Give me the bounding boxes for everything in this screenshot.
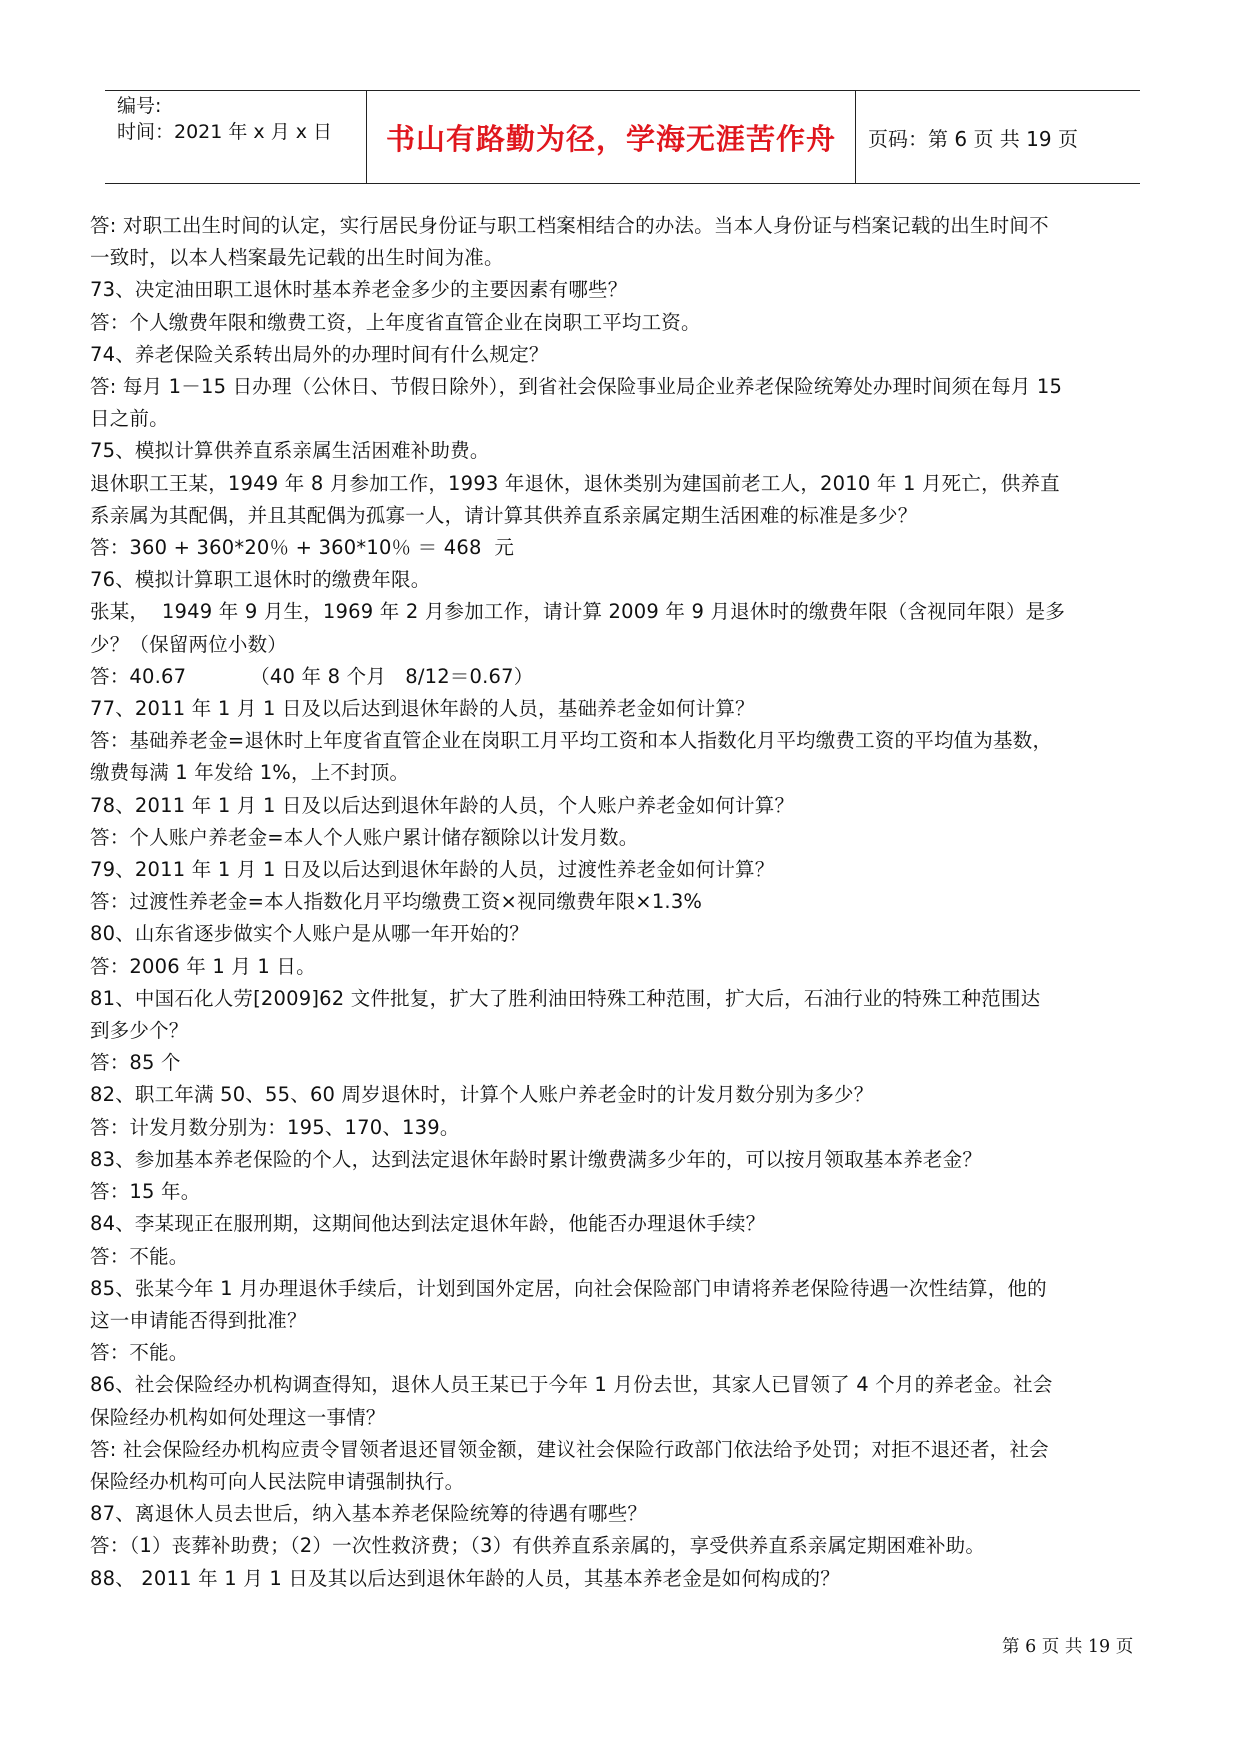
text-line: 87、离退休人员去世后，纳入基本养老保险统筹的待遇有哪些？ xyxy=(90,1502,648,1526)
text-line: 81、中国石化人劳[2009]62 文件批复，扩大了胜利油田特殊工种范围，扩大后，石油行业的特殊工种范围达 xyxy=(90,986,1041,1010)
header-page-label: 页码：第 6 页 共 19 页 xyxy=(868,126,1078,151)
text-line: 80、山东省逐步做实个人账户是从哪一年开始的？ xyxy=(90,922,529,946)
text-line: 答：个人账户养老金=本人个人账户累计储存额除以计发月数。 xyxy=(90,825,639,849)
text-line: 82、职工年满 50、55、60 周岁退休时，计算个人账户养老金时的计发月数分别为多少？ xyxy=(90,1083,874,1107)
text-line: 答：360 + 360*20％ + 360*10％ ＝ 468 元 xyxy=(90,536,515,560)
text-line: 77、2011 年 1 月 1 日及以后达到退休年龄的人员，基础养老金如何计算？ xyxy=(90,697,755,721)
text-line: 答：个人缴费年限和缴费工资，上年度省直管企业在岗职工平均工资。 xyxy=(90,310,701,334)
header-motto: 书山有路勤为径，学海无涯苦作舟 xyxy=(367,91,856,183)
text-line: 答: 社会保险经办机构应责令冒领者退还冒领金额，建议社会保险行政部门依法给予处罚；对拒不退还者，社会 xyxy=(90,1437,1049,1461)
text-line: 答：计发月数分别为：195、170、139。 xyxy=(90,1115,460,1139)
text-line: 答：基础养老金=退休时上年度省直管企业在岗职工月平均工资和本人指数化月平均缴费工资的平均值为基数， xyxy=(90,729,1053,753)
text-line: 86、社会保险经办机构调查得知，退休人员王某已于今年 1 月份去世，其家人已冒领了 4 个月的养老金。社会 xyxy=(90,1373,1053,1397)
text-line: 85、张某今年 1 月办理退休手续后，计划到国外定居，向社会保险部门申请将养老保险待遇一次性结算，他的 xyxy=(90,1276,1047,1300)
text-line: 答：40.67 （40 年 8 个月 8/12＝0.67） xyxy=(90,664,534,688)
text-line: 答：（1）丧葬补助费；（2）一次性救济费；（3）有供养直系亲属的，享受供养直系亲属定期困难补助。 xyxy=(90,1534,986,1558)
text-line: 88、 2011 年 1 月 1 日及其以后达到退休年龄的人员，其基本养老金是如何构成的？ xyxy=(90,1566,840,1590)
text-line: 73、决定油田职工退休时基本养老金多少的主要因素有哪些？ xyxy=(90,278,628,302)
text-line: 答：85 个 xyxy=(90,1051,181,1075)
text-line: 74、养老保险关系转出局外的办理时间有什么规定？ xyxy=(90,342,549,366)
text-line: 84、李某现正在服刑期，这期间他达到法定退休年龄，他能否办理退休手续？ xyxy=(90,1212,766,1236)
text-line: 系亲属为其配偶，并且其配偶为孤寡一人，请计算其供养直系亲属定期生活困难的标准是多少？ xyxy=(90,503,918,527)
text-line: 答：不能。 xyxy=(90,1341,189,1365)
text-line: 83、参加基本养老保险的个人，达到法定退休年龄时累计缴费满多少年的，可以按月领取基本养老金？ xyxy=(90,1147,983,1171)
text-line: 76、模拟计算职工退休时的缴费年限。 xyxy=(90,568,431,592)
text-line: 79、2011 年 1 月 1 日及以后达到退休年龄的人员，过渡性养老金如何计算？ xyxy=(90,858,775,882)
text-line: 到多少个？ xyxy=(90,1019,189,1043)
text-line: 答：15 年。 xyxy=(90,1180,201,1204)
page-footer: 第 6 页 共 19 页 xyxy=(1002,1637,1134,1657)
document-header xyxy=(105,90,1140,184)
text-line: 保险经办机构可向人民法院申请强制执行。 xyxy=(90,1469,465,1493)
text-line: 退休职工王某，1949 年 8 月参加工作，1993 年退休，退休类别为建国前老工人，2010 年 1 月死亡，供养直 xyxy=(90,471,1060,495)
text-line: 少？（保留两位小数） xyxy=(90,632,288,656)
text-line: 答: 对职工出生时间的认定，实行居民身份证与职工档案相结合的办法。当本人身份证与档案记载的出生时间不 xyxy=(90,214,1049,237)
text-line: 答：过渡性养老金=本人指数化月平均缴费工资×视同缴费年限×1.3% xyxy=(90,890,703,914)
text-line: 78、2011 年 1 月 1 日及以后达到退休年龄的人员，个人账户养老金如何计算？ xyxy=(90,793,795,817)
text-line: 这一申请能否得到批准？ xyxy=(90,1308,307,1332)
text-line: 一致时，以本人档案最先记载的出生时间为准。 xyxy=(90,246,504,270)
text-line: 75、模拟计算供养直系亲属生活困难补助费。 xyxy=(90,439,490,463)
header-meta xyxy=(105,91,367,183)
text-line: 缴费每满 1 年发给 1%，上不封顶。 xyxy=(90,761,410,785)
text-line: 保险经办机构如何处理这一事情？ xyxy=(90,1405,386,1429)
document-body xyxy=(90,210,1150,1595)
text-line: 答：2006 年 1 月 1 日。 xyxy=(90,954,316,978)
time-label: 时间：2021 年 x 月 x 日 xyxy=(117,121,333,143)
text-line: 张某， 1949 年 9 月生，1969 年 2 月参加工作，请计算 2009 年 9 月退休时的缴费年限（含视同年限）是多 xyxy=(90,600,1066,624)
number-label: 编号: xyxy=(117,95,162,117)
text-line: 日之前。 xyxy=(90,407,169,431)
text-line: 答: 每月 1－15 日办理（公休日、节假日除外），到省社会保险事业局企业养老保险统筹处办理时间须在每月 15 xyxy=(90,375,1063,399)
text-line: 答：不能。 xyxy=(90,1244,189,1268)
